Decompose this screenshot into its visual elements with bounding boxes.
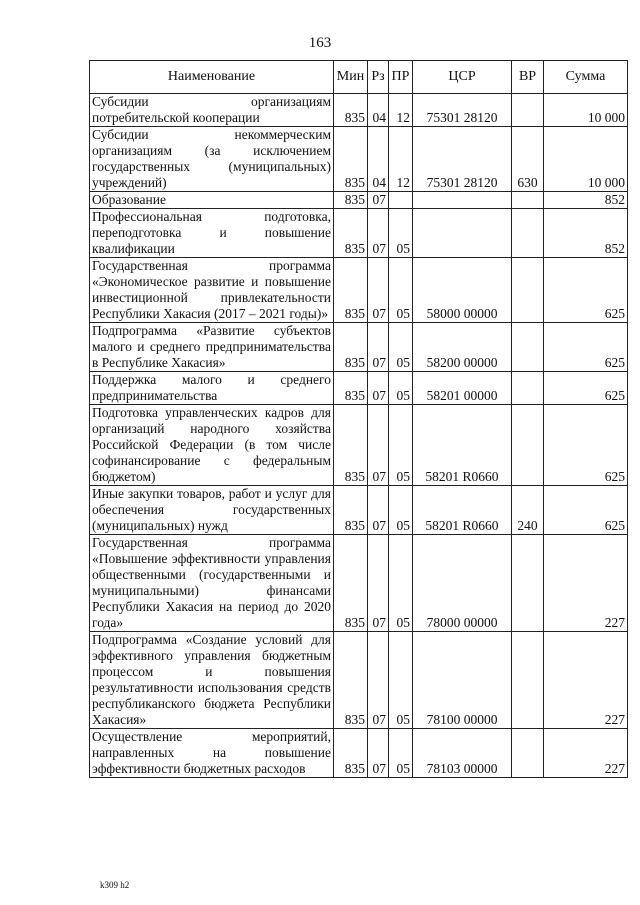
row-sum-cell: 227: [544, 729, 628, 778]
row-rz-cell: 07: [368, 323, 389, 372]
row-sum-cell: 625: [544, 372, 628, 405]
table-row: [90, 372, 628, 405]
row-name-cell: Образование: [90, 192, 334, 209]
row-csr-cell: 58200 00000: [413, 323, 512, 372]
row-pr-cell: 05: [389, 729, 413, 778]
table-row: [90, 535, 628, 632]
row-min-cell: 835: [334, 729, 368, 778]
row-rz-cell: 07: [368, 372, 389, 405]
row-vr-cell: 630: [512, 127, 544, 192]
table-row: [90, 729, 628, 778]
row-vr-cell: [512, 323, 544, 372]
row-rz-cell: 07: [368, 486, 389, 535]
row-name-cell: Субсидии некоммерческим организациям (за исключением государственных (муниципальных) учреждений): [90, 127, 334, 192]
row-csr-cell: 75301 28120: [413, 127, 512, 192]
row-rz-cell: 07: [368, 632, 389, 729]
row-vr-cell: [512, 632, 544, 729]
row-pr-cell: [389, 192, 413, 209]
column-header-vr: ВР: [512, 61, 544, 94]
column-header-min: Мин: [334, 61, 368, 94]
row-name-cell: Поддержка малого и среднего предпринимательства: [90, 372, 334, 405]
row-rz-cell: 07: [368, 729, 389, 778]
table-row: [90, 94, 628, 127]
row-csr-cell: [413, 192, 512, 209]
row-min-cell: 835: [334, 405, 368, 486]
row-sum-cell: 227: [544, 632, 628, 729]
table-row: [90, 192, 628, 209]
row-csr-cell: 58201 R0660: [413, 486, 512, 535]
row-csr-cell: 58000 00000: [413, 258, 512, 323]
row-rz-cell: 07: [368, 209, 389, 258]
row-name-cell: Субсидии организациям потребительской кооперации: [90, 94, 334, 127]
row-vr-cell: [512, 192, 544, 209]
page-number: 163: [308, 35, 332, 51]
row-pr-cell: 05: [389, 258, 413, 323]
row-pr-cell: 12: [389, 94, 413, 127]
table-row: [90, 632, 628, 729]
row-sum-cell: 10 000: [544, 94, 628, 127]
row-rz-cell: 04: [368, 127, 389, 192]
row-csr-cell: 75301 28120: [413, 94, 512, 127]
budget-table: [89, 60, 628, 778]
column-header-rz: Рз: [368, 61, 389, 94]
row-csr-cell: 78100 00000: [413, 632, 512, 729]
row-sum-cell: 10 000: [544, 127, 628, 192]
column-header-pr: ПР: [389, 61, 413, 94]
row-name-cell: Иные закупки товаров, работ и услуг для обеспечения государственных (муниципальных) нужд: [90, 486, 334, 535]
row-pr-cell: 05: [389, 209, 413, 258]
row-csr-cell: 78103 00000: [413, 729, 512, 778]
footer-code: k309 h2: [100, 880, 130, 890]
row-name-cell: Осуществление мероприятий, направленных на повышение эффективности бюджетных расходов: [90, 729, 334, 778]
table-row: [90, 486, 628, 535]
table-row: [90, 258, 628, 323]
row-name-cell: Подпрограмма «Развитие субъектов малого и среднего предпринимательства в Республике Хакасия»: [90, 323, 334, 372]
row-pr-cell: 05: [389, 323, 413, 372]
row-min-cell: 835: [334, 127, 368, 192]
row-pr-cell: 12: [389, 127, 413, 192]
row-csr-cell: 58201 00000: [413, 372, 512, 405]
row-min-cell: 835: [334, 258, 368, 323]
row-pr-cell: 05: [389, 486, 413, 535]
row-sum-cell: 227: [544, 535, 628, 632]
row-vr-cell: [512, 209, 544, 258]
row-min-cell: 835: [334, 192, 368, 209]
row-sum-cell: 625: [544, 323, 628, 372]
table-header-row: [90, 61, 628, 94]
row-vr-cell: [512, 405, 544, 486]
column-header-name: Наименование: [90, 61, 334, 94]
row-rz-cell: 07: [368, 192, 389, 209]
row-min-cell: 835: [334, 94, 368, 127]
row-min-cell: 835: [334, 323, 368, 372]
row-name-cell: Подготовка управленческих кадров для организаций народного хозяйства Российской Федерации (в том числе софинансирование с федеральным бюджетом): [90, 405, 334, 486]
row-sum-cell: 852: [544, 209, 628, 258]
row-sum-cell: 852: [544, 192, 628, 209]
row-rz-cell: 07: [368, 535, 389, 632]
table-row: [90, 323, 628, 372]
table-row: [90, 127, 628, 192]
row-vr-cell: [512, 372, 544, 405]
row-pr-cell: 05: [389, 535, 413, 632]
row-vr-cell: [512, 535, 544, 632]
row-name-cell: Подпрограмма «Создание условий для эффективного управления бюджетным процессом и повышения результативности использования средств республиканского бюджета Республики Хакасия»: [90, 632, 334, 729]
row-csr-cell: 78000 00000: [413, 535, 512, 632]
row-min-cell: 835: [334, 632, 368, 729]
row-vr-cell: [512, 729, 544, 778]
row-vr-cell: 240: [512, 486, 544, 535]
row-pr-cell: 05: [389, 372, 413, 405]
row-min-cell: 835: [334, 486, 368, 535]
row-min-cell: 835: [334, 209, 368, 258]
row-pr-cell: 05: [389, 405, 413, 486]
column-header-sum: Сумма: [544, 61, 628, 94]
row-min-cell: 835: [334, 535, 368, 632]
row-sum-cell: 625: [544, 258, 628, 323]
row-rz-cell: 04: [368, 94, 389, 127]
column-header-csr: ЦСР: [413, 61, 512, 94]
row-min-cell: 835: [334, 372, 368, 405]
row-vr-cell: [512, 258, 544, 323]
row-name-cell: Государственная программа «Экономическое развитие и повышение инвестиционной привлекательности Республики Хакасия (2017 – 2021 годы)»: [90, 258, 334, 323]
row-name-cell: Профессиональная подготовка, переподготовка и повышение квалификации: [90, 209, 334, 258]
row-rz-cell: 07: [368, 258, 389, 323]
row-vr-cell: [512, 94, 544, 127]
row-pr-cell: 05: [389, 632, 413, 729]
row-sum-cell: 625: [544, 405, 628, 486]
table-row: [90, 405, 628, 486]
row-csr-cell: 58201 R0660: [413, 405, 512, 486]
table-row: [90, 209, 628, 258]
row-name-cell: Государственная программа «Повышение эффективности управления общественными (государственными и муниципальными) финансами Республики Хакасия на период до 2020 года»: [90, 535, 334, 632]
row-sum-cell: 625: [544, 486, 628, 535]
row-rz-cell: 07: [368, 405, 389, 486]
row-csr-cell: [413, 209, 512, 258]
